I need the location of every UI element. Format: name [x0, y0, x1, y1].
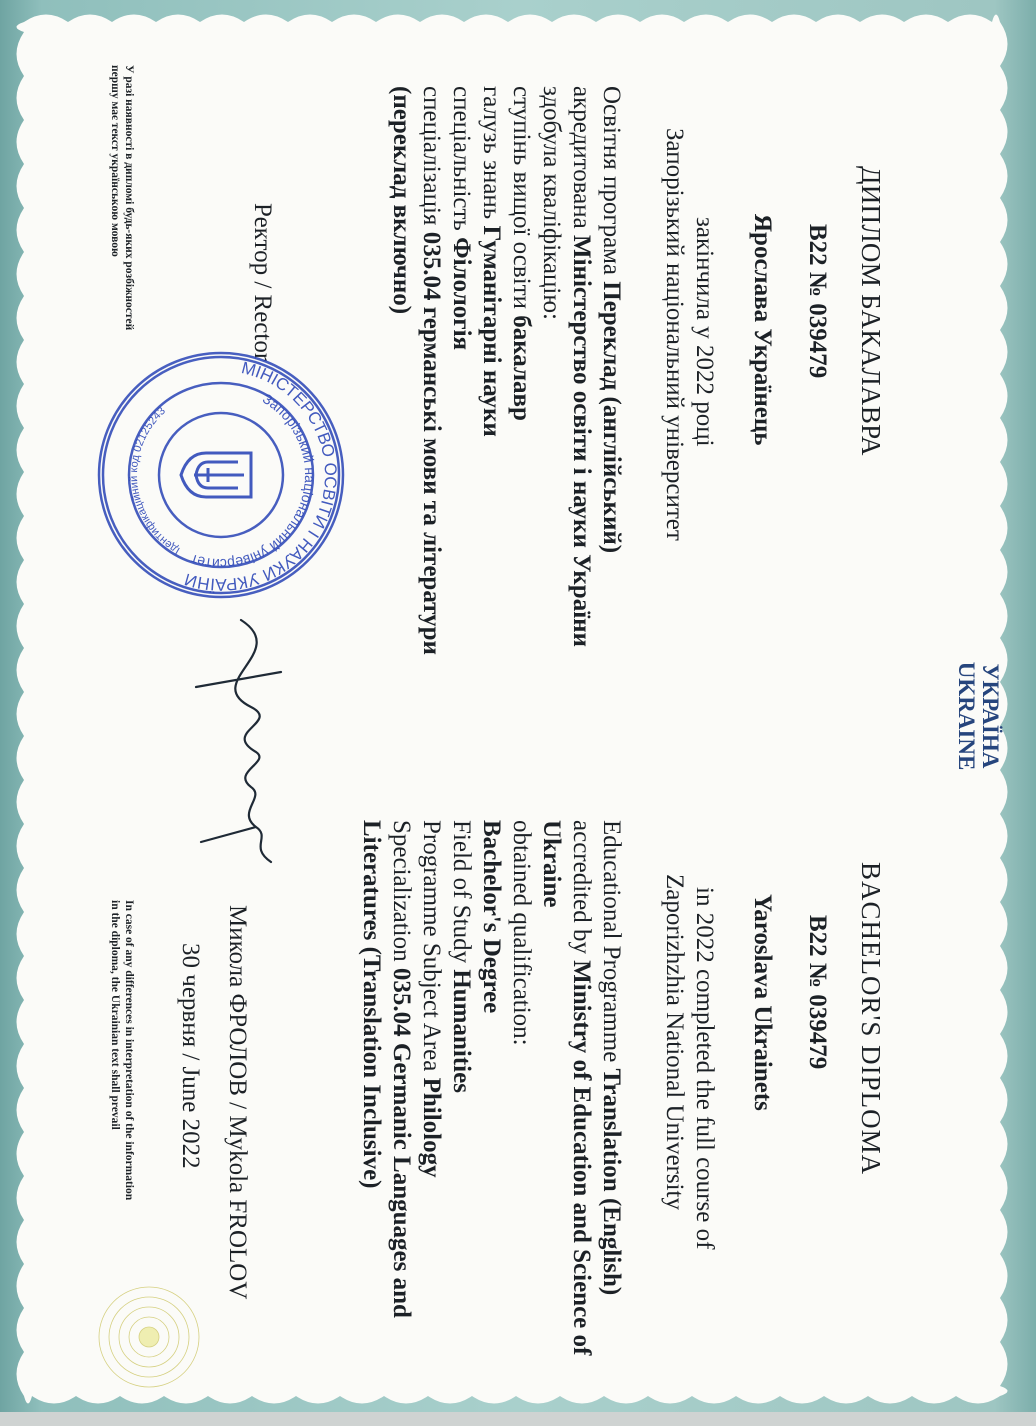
note-en-line1: In case of any differences in interpretation of the information [123, 900, 135, 1201]
diploma-title-en: BACHELOR'S DIPLOMA [856, 862, 886, 1176]
guilloche-rosette [97, 1285, 201, 1389]
diploma-number-uk: В22 № 039479 [804, 224, 831, 379]
issue-date: 30 червня / June 2022 [177, 943, 204, 1169]
diploma-title-uk: ДИПЛОМ БАКАЛАВРА [856, 166, 886, 456]
program-line: спеціалізація 035.04 германські мови та літератури [418, 86, 445, 655]
signatory-name: Микола ФРОЛОВ / Mykola FROLOV [224, 905, 251, 1300]
graduate-name-uk: Ярослава Українець [749, 214, 776, 446]
university-en: Zaporizhzhia National University [661, 874, 688, 1210]
program-line: Field of Study Humanities [448, 820, 475, 1093]
note-uk-line2: першу має текст українською мовою [109, 65, 121, 257]
seal-inner-text: Запорізький національний університет [188, 390, 319, 573]
program-line: спеціальність Філологія [448, 86, 475, 351]
note-uk-line1: У разі наявності в дипломі будь-яких розбіжностей [123, 65, 135, 331]
note-en-line2: in the diploma, the Ukrainian text shall prevail [109, 900, 121, 1130]
program-line: акредитована Міністерство освіти і науки України [568, 86, 595, 647]
completed-text-en: in 2022 completed the full course of [691, 887, 718, 1250]
note-uk [108, 65, 136, 330]
program-line: Programme Subject Area Philology [418, 820, 445, 1178]
diploma-number-en: В22 № 039479 [804, 915, 831, 1070]
completed-text-uk: закінчила у 2022 році [691, 217, 718, 447]
program-line: Bachelor's Degree [478, 820, 505, 1014]
program-line: obtained qualification: [508, 820, 535, 1046]
university-uk: Запорізький національний університет [661, 128, 688, 541]
program-line: галузь знань Гуманітарні науки [478, 86, 505, 437]
program-block-en [356, 820, 626, 1355]
rector-label: Ректор / Rector [249, 203, 276, 362]
seal-outer-text: МІНІСТЕРСТВО ОСВІТИ І НАУКИ УКРАЇНИ [182, 358, 341, 595]
program-line: здобула кваліфікацію: [538, 86, 565, 320]
seal-code-text: Ідентифікаційний код 02125243 [127, 405, 183, 557]
program-line: Specialization 035.04 Germanic Languages and [388, 820, 415, 1318]
graduate-name-en: Yaroslava Ukrainets [749, 894, 776, 1111]
note-en [108, 900, 136, 1200]
program-line: Ukraine [538, 820, 565, 908]
program-line: ступінь вищої освіти бакалавр [508, 86, 535, 421]
program-line: (переклад включно) [388, 86, 415, 315]
program-block-uk [386, 86, 626, 655]
trident-emblem [181, 453, 251, 497]
country-uk: УКРАЇНА [978, 663, 1003, 769]
program-line: accredited by Ministry of Education and Science of [568, 820, 595, 1356]
rector-signature [181, 612, 311, 872]
program-line: Literatures (Translation Inclusive) [358, 820, 385, 1189]
program-line: Освітня програма Переклад (англійський) [598, 86, 625, 554]
program-line: Educational Programme Translation (English) [598, 820, 625, 1296]
country-header [954, 646, 1002, 786]
country-en: UKRAINE [954, 661, 979, 771]
university-seal [96, 350, 346, 600]
